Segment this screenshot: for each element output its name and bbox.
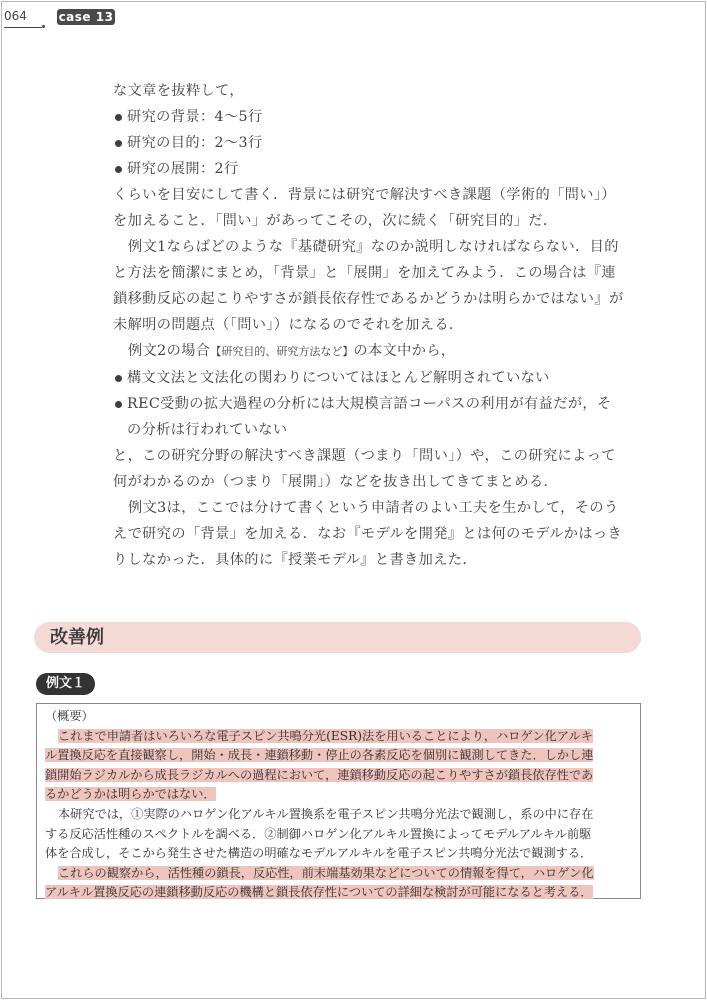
bullet-item: REC受動の拡大過程の分析には大規模言語コーパスの利用が有益だが，そ	[113, 391, 645, 417]
example-line	[45, 785, 634, 805]
example-label: 例文１	[36, 673, 95, 695]
paragraph-line: 何がわかるのか（つまり「展開」）などを抜き出してきてまとめる．	[113, 474, 559, 490]
paragraph-line: 鎖移動反応の起こりやすさが鎖長依存性であるかどうかは明らかではない』が	[113, 291, 624, 307]
example-line	[45, 727, 634, 747]
text-run: の本文中から，	[353, 343, 456, 359]
header-dot	[42, 25, 45, 28]
bullet-continuation: の分析は行われていない	[127, 422, 288, 438]
example-line	[45, 766, 634, 786]
section-heading-band	[34, 622, 641, 653]
paragraph-line: 例文3は，ここでは分けて書くという申請者のよい工夫を生かして，そのう	[128, 500, 619, 516]
paragraph-line: りしなかった．具体的に『授業モデル』と書き加えた．	[113, 552, 477, 568]
page-number: 064	[4, 9, 27, 23]
paragraph-line: と方法を簡潔にまとめ，「背景」と「展開」を加えてみよう．この場合は『連	[113, 265, 616, 281]
example-line: する反応活性種のスペクトルを調べる．②制御ハロゲン化アルキル置換によってモデルアルキル前駆	[45, 826, 592, 841]
highlighted-text: これらの観察から，活性種の鎖長，反応性，前末端基効果などについての情報を得て，ハロゲン化	[58, 865, 594, 880]
highlighted-text: アルキル置換反応の連鎖移動反応の機構と鎖長依存性についての詳細な検討が可能になると考える．	[45, 885, 593, 900]
text-run: 例文2の場合	[128, 343, 211, 359]
bullet-item: 研究の展開：2行	[113, 156, 645, 182]
highlighted-text: 鎖開始ラジカルから成長ラジカルへの過程において，連鎖移動反応の起こりやすさが鎖長依存性であ	[45, 767, 594, 782]
example-line	[45, 746, 634, 766]
bullet-item: 研究の背景：4〜5行	[113, 104, 645, 130]
body-text	[113, 78, 645, 573]
paragraph-line	[113, 338, 645, 365]
example-line: 体を合成し，そこから発生させた構造の明確なモデルアルキルを電子スピン共鳴分光法で観測する．	[45, 846, 593, 861]
example-line: 本研究では，①実際のハロゲン化アルキル置換系を電子スピン共鳴分光法で観測し，系の中に存在	[58, 806, 594, 821]
header-rule	[4, 27, 42, 28]
bullet-item: 研究の目的：2〜3行	[113, 130, 645, 156]
paragraph: な文章を抜粋して，	[113, 83, 245, 99]
section-heading: 改善例	[50, 627, 104, 648]
example-line	[45, 883, 634, 903]
paragraph-line: を加えること．「問い」があってこその，次に続く「研究目的」だ．	[113, 213, 558, 229]
example-line	[45, 864, 634, 884]
paragraph-line: 例文1ならばどのような『基礎研究』なのか説明しなければならない．目的	[128, 239, 619, 255]
paragraph-line: 未解明の問題点（「問い」）になるのでそれを加える．	[113, 317, 464, 333]
highlighted-text: これまで申請者はいろいろな電子スピン共鳴分光(ESR)法を用いることにより，ハロゲン化アルキ	[58, 728, 593, 743]
highlighted-text: ル置換反応を直接観察し，開始・成長・連鎖移動・停止の各素反応を個別に観測してきた．しかし連	[45, 748, 594, 763]
bullet-item: 構文文法と文法化の関わりについてはほとんど解明されていない	[113, 365, 645, 391]
example-box	[36, 703, 641, 899]
case-badge: case 13	[58, 10, 114, 24]
paragraph-line: えで研究の「背景」を加える．なお『モデルを開発』とは何のモデルかはっき	[113, 526, 623, 542]
section-reference: 【研究目的、研究方法など】	[210, 345, 354, 358]
paragraph-line: と，この研究分野の解決すべき課題（つまり「問い」）や，この研究によって	[113, 448, 616, 464]
paragraph-line: くらいを目安にして書く．背景には研究で解決すべき課題（学術的「問い」）	[113, 187, 616, 203]
overview-label: （概要）	[45, 709, 94, 723]
highlighted-text: るかどうかは明らかではない．	[45, 787, 216, 802]
